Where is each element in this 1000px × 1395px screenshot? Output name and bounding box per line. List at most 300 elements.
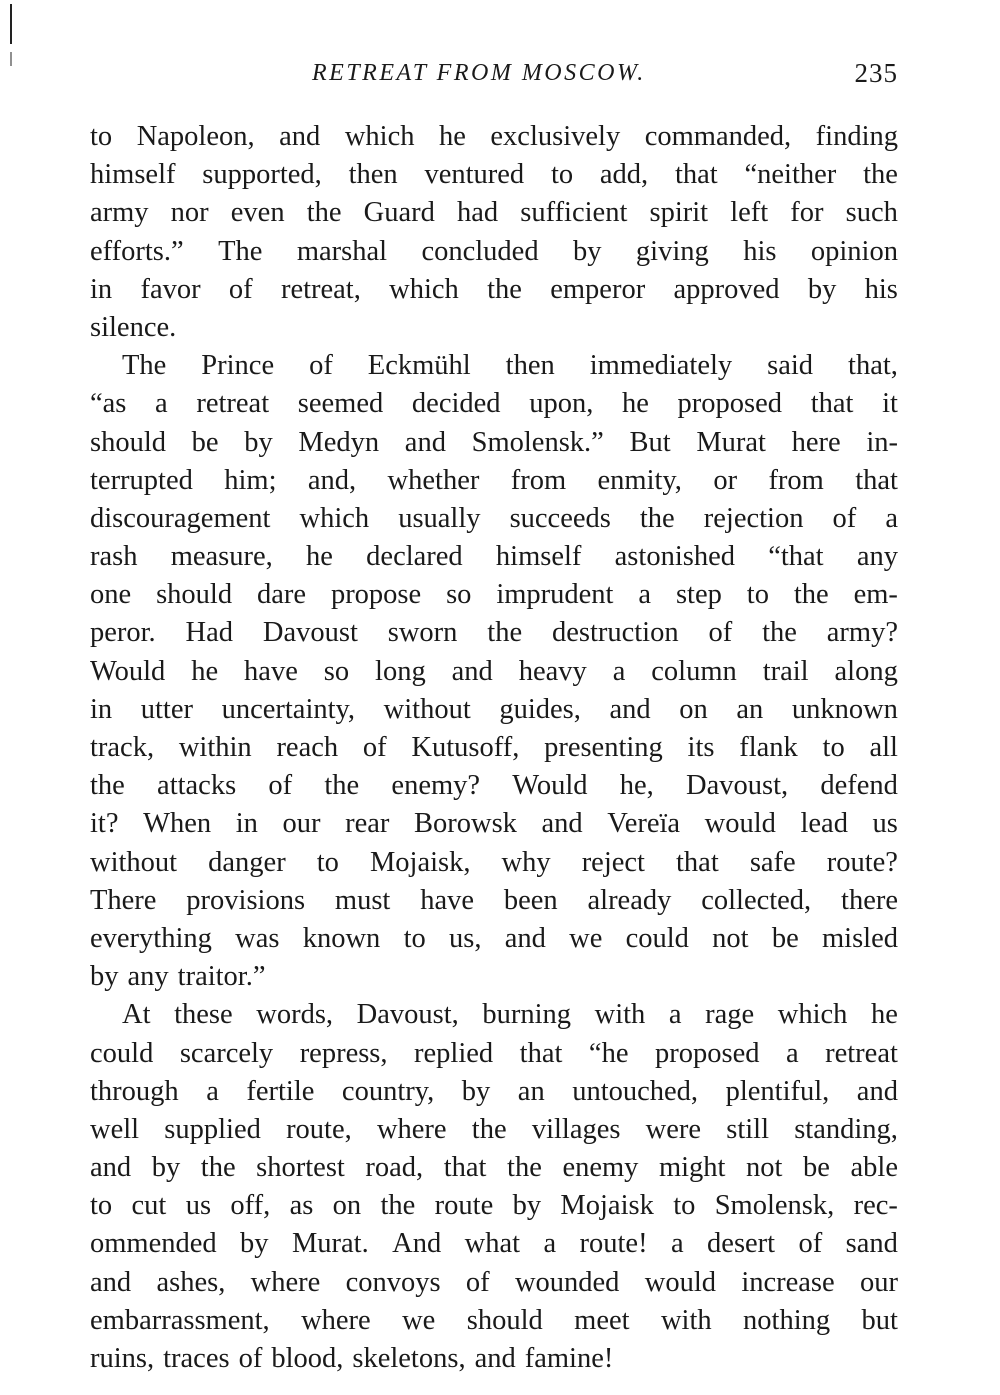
word: There (90, 884, 157, 916)
word: decided (411, 388, 501, 420)
text-line (90, 309, 898, 347)
word: an (736, 693, 764, 725)
word: without (90, 846, 178, 878)
word: these (174, 999, 233, 1031)
word: presenting (544, 732, 663, 763)
word: the (487, 617, 523, 649)
word: an (517, 1075, 545, 1107)
word: which (389, 273, 459, 305)
word: cut (131, 1190, 167, 1222)
word: which (777, 999, 848, 1031)
word: where (301, 1304, 371, 1336)
word: to (746, 579, 769, 611)
text-line (90, 767, 898, 805)
word: that, (848, 350, 898, 382)
word: flank (739, 732, 798, 763)
word: Eckmühl (367, 350, 471, 382)
word: reach (276, 732, 339, 763)
word: a (670, 1228, 684, 1260)
word: villages (531, 1113, 621, 1145)
word: army? (826, 617, 898, 649)
word: Would (90, 655, 166, 687)
word: in (90, 273, 113, 305)
word: em- (853, 579, 898, 611)
word: upon, (529, 388, 594, 420)
word: Kutusoff, (411, 732, 520, 763)
word: with (594, 999, 646, 1031)
word: of (832, 502, 857, 534)
text-line (90, 729, 898, 767)
word: the (793, 579, 829, 611)
word: retreat (825, 1037, 898, 1069)
word: “neither (744, 159, 837, 191)
word: increase (741, 1266, 835, 1298)
word: plentiful, (725, 1075, 830, 1107)
word: army (90, 197, 149, 229)
word: would (704, 808, 776, 840)
word: efforts.” (90, 235, 184, 267)
text-line (90, 1264, 898, 1302)
word: country, (341, 1075, 435, 1107)
word: were (645, 1113, 702, 1145)
word: words, (256, 999, 334, 1031)
word: sworn (387, 617, 458, 649)
word: the (306, 197, 342, 229)
word: and, (307, 464, 357, 496)
word: any (127, 961, 169, 993)
word: for (790, 197, 824, 229)
text-line (90, 1035, 898, 1073)
word: and (404, 426, 446, 458)
text-line (90, 1225, 898, 1263)
word: by (151, 1152, 181, 1184)
word: us (185, 1190, 212, 1222)
word: what (464, 1228, 521, 1260)
word: a (206, 1075, 219, 1107)
text-line (90, 691, 898, 729)
word: so (446, 579, 472, 611)
word: in (90, 693, 113, 725)
word: “as (90, 388, 127, 420)
word: a (612, 655, 626, 687)
word: by (90, 961, 119, 993)
word: favor (140, 273, 201, 305)
word: step (675, 579, 722, 611)
word: enemy? (391, 770, 481, 802)
word: a (885, 502, 898, 534)
word: proposed (677, 388, 783, 420)
word: spirit (649, 197, 709, 229)
word: the (90, 770, 125, 802)
word: of (362, 732, 387, 763)
word: nor (170, 197, 209, 229)
word: by (512, 1190, 542, 1222)
word: a (543, 1228, 557, 1260)
word: along (834, 655, 898, 687)
word: was (235, 922, 280, 954)
word: could (625, 922, 689, 954)
word: route! (579, 1228, 648, 1260)
word: by (240, 1228, 269, 1260)
word: said (767, 350, 814, 382)
word: Davoust (262, 617, 358, 649)
word: marshal (296, 235, 388, 267)
word: there (841, 884, 898, 916)
word: which (344, 121, 415, 152)
text-line (90, 118, 898, 156)
word: by (573, 235, 602, 267)
word: to (550, 159, 574, 191)
word: “that (768, 541, 824, 573)
word: rec- (853, 1190, 898, 1222)
word: Napoleon, (136, 121, 255, 152)
word: commanded, (644, 121, 792, 152)
word: Smolensk.” (471, 426, 604, 458)
word: we (402, 1304, 436, 1336)
word: so (323, 655, 350, 687)
word: by (244, 426, 273, 458)
word: he (306, 541, 333, 573)
word: heavy (518, 655, 587, 687)
word: and (541, 808, 583, 840)
text-line (90, 1340, 898, 1378)
word: defend (820, 770, 898, 802)
word: column (651, 655, 737, 687)
word: would (644, 1266, 716, 1298)
word: embarrassment, (90, 1304, 270, 1336)
word: able (850, 1152, 898, 1184)
word: famine! (524, 1343, 614, 1374)
word: Murat. (291, 1228, 369, 1260)
word: succeeds (509, 502, 611, 534)
word: guides, (499, 693, 581, 725)
word: propose (330, 579, 422, 611)
running-head (90, 60, 898, 96)
word: us, (448, 922, 482, 954)
word: blood, (271, 1343, 344, 1374)
word: must (334, 884, 391, 916)
word: on (332, 1190, 362, 1222)
margin-mark-mid (10, 52, 12, 66)
word: But (629, 426, 671, 458)
word: Mojaisk (560, 1190, 654, 1222)
word: to (90, 121, 113, 152)
word: long (375, 655, 426, 687)
text-line (90, 156, 898, 194)
word: Murat (696, 426, 766, 458)
word: by (461, 1075, 491, 1107)
word: route (434, 1190, 494, 1222)
word: peror. (90, 617, 156, 649)
word: he, (619, 770, 654, 802)
word: in- (866, 426, 898, 458)
word: Borowsk (413, 808, 517, 840)
word: should (466, 1304, 543, 1336)
word: a (668, 999, 682, 1031)
word: And (392, 1228, 442, 1260)
word: be (191, 426, 219, 458)
text-line (90, 576, 898, 614)
word: traitor.” (177, 961, 266, 993)
word: terrupted (90, 464, 193, 496)
word: of (268, 770, 293, 802)
word: provisions (186, 884, 306, 916)
word: discouragement (90, 502, 271, 534)
word: supplied (164, 1113, 261, 1145)
word: Guard (363, 197, 435, 229)
word: usually (398, 502, 481, 534)
word: attacks (157, 770, 237, 802)
word: should (90, 426, 167, 458)
text-line (90, 996, 898, 1034)
word: his (864, 273, 898, 305)
word: giving (635, 235, 709, 267)
word: to (673, 1190, 696, 1222)
word: of (708, 617, 733, 649)
word: such (845, 197, 898, 229)
word: Vereïa (607, 808, 681, 840)
word: fertile (246, 1075, 315, 1107)
word: sand (845, 1228, 898, 1260)
text-line (90, 233, 898, 271)
word: supported, (202, 159, 322, 191)
word: and (451, 655, 493, 687)
word: then (348, 159, 398, 191)
word: should (156, 579, 233, 611)
text-line (90, 500, 898, 538)
word: lead (800, 808, 848, 840)
word: trail (762, 655, 809, 687)
word: of (228, 273, 253, 305)
word: The (218, 235, 263, 267)
text-line (90, 1302, 898, 1340)
word: any (856, 541, 898, 573)
word: rage (705, 999, 755, 1031)
word: to (403, 922, 426, 954)
word: of (798, 1228, 823, 1260)
word: could (90, 1037, 154, 1069)
word: to (822, 732, 845, 763)
word: through (90, 1075, 179, 1107)
word: Smolensk, (714, 1190, 835, 1222)
word: seemed (297, 388, 384, 420)
word: untouched, (572, 1075, 699, 1107)
text-line (90, 614, 898, 652)
word: finding (815, 121, 898, 152)
word: enemy (562, 1152, 639, 1184)
word: add, (599, 159, 649, 191)
word: of (238, 1343, 263, 1374)
body-text (90, 118, 898, 1378)
text-line (90, 538, 898, 576)
word: where (376, 1113, 447, 1145)
word: the (507, 1152, 542, 1184)
word: which (299, 502, 370, 534)
word: the (639, 502, 675, 534)
word: as (289, 1190, 314, 1222)
word: shortest (256, 1152, 345, 1184)
word: him; (224, 464, 277, 496)
word: Mojaisk, (369, 846, 471, 878)
word: have (420, 884, 474, 916)
word: whether (387, 464, 480, 496)
word: ruins, (90, 1343, 155, 1374)
word: have (244, 655, 298, 687)
word: our (282, 808, 321, 840)
text-line (90, 271, 898, 309)
word: the (762, 617, 797, 649)
word: utter (140, 693, 193, 725)
word: rejection (703, 502, 804, 534)
word: a (785, 1037, 799, 1069)
word: the (200, 1152, 236, 1184)
word: be (803, 1152, 830, 1184)
word: that (443, 1152, 487, 1184)
word: on (679, 693, 708, 725)
word: had (456, 197, 499, 229)
word: its (687, 732, 715, 763)
word: the (863, 159, 898, 191)
word: might (658, 1152, 726, 1184)
text-line (90, 958, 898, 996)
word: repress, (299, 1037, 388, 1069)
text-line (90, 194, 898, 232)
text-line (90, 385, 898, 423)
word: why (501, 846, 551, 878)
word: At (122, 999, 151, 1031)
word: concluded (421, 235, 539, 267)
word: and (474, 1343, 516, 1374)
word: he (438, 121, 466, 152)
text-line (90, 462, 898, 500)
word: even (230, 197, 285, 229)
text-line (90, 1187, 898, 1225)
word: that (674, 159, 718, 191)
word: where (250, 1266, 321, 1298)
word: misled (822, 922, 898, 954)
word: immediately (589, 350, 733, 382)
word: known (302, 922, 381, 954)
word: not (712, 922, 749, 954)
word: emperor (550, 273, 646, 305)
word: measure, (170, 541, 273, 573)
word: our (859, 1266, 898, 1298)
word: left (730, 197, 769, 229)
word: and (279, 121, 321, 152)
word: dare (256, 579, 307, 611)
word: exclusively (490, 121, 621, 152)
word: the (487, 273, 522, 305)
word: that (519, 1037, 563, 1069)
word: he (871, 999, 898, 1031)
word: he (191, 655, 219, 687)
word: ommended (90, 1228, 217, 1260)
word: route, (286, 1113, 352, 1145)
text-line (90, 1111, 898, 1149)
word: retreat (196, 388, 270, 420)
word: “he (588, 1037, 629, 1069)
word: we (569, 922, 603, 954)
word: one (90, 579, 132, 611)
word: astonished (614, 541, 735, 573)
word: and (609, 693, 651, 725)
word: Had (185, 617, 234, 649)
word: by (807, 273, 837, 305)
word: track, (90, 732, 155, 763)
word: traces (163, 1343, 230, 1374)
running-title: RETREAT FROM MOSCOW. (312, 60, 646, 86)
word: everything (90, 922, 212, 954)
text-line (90, 1149, 898, 1187)
word: standing, (794, 1113, 898, 1145)
text-line (90, 1073, 898, 1111)
text-line (90, 920, 898, 958)
word: well (90, 1113, 140, 1145)
word: still (726, 1113, 770, 1145)
text-line (90, 347, 898, 385)
word: off, (230, 1190, 271, 1222)
word: enmity, (597, 464, 682, 496)
word: danger (208, 846, 286, 878)
word: and (90, 1266, 132, 1298)
word: unknown (791, 693, 898, 725)
word: but (861, 1304, 898, 1336)
word: route? (826, 846, 898, 878)
word: be (771, 922, 799, 954)
word: a (638, 579, 652, 611)
word: silence. (90, 311, 177, 343)
word: and (856, 1075, 898, 1107)
text-line (90, 424, 898, 462)
word: it (882, 388, 898, 420)
word: ventured (424, 159, 525, 191)
word: Would (512, 770, 588, 802)
text-line (90, 805, 898, 843)
word: from (768, 464, 824, 496)
word: The (122, 350, 167, 382)
text-line (90, 653, 898, 691)
word: himself (495, 541, 582, 573)
word: road, (365, 1152, 424, 1184)
word: and (504, 922, 546, 954)
word: within (178, 732, 252, 763)
word: in (235, 808, 258, 840)
word: the (471, 1113, 507, 1145)
word: convoys (345, 1266, 441, 1298)
word: and (90, 1152, 132, 1184)
word: sufficient (520, 197, 628, 229)
word: Davoust, (686, 770, 789, 802)
word: with (660, 1304, 712, 1336)
word: rear (345, 808, 390, 840)
word: declared (366, 541, 463, 573)
word: that (676, 846, 719, 878)
word: scarcely (179, 1037, 274, 1069)
word: opinion (810, 235, 898, 267)
word: already (587, 884, 672, 916)
word: ashes, (156, 1266, 226, 1298)
word: collected, (701, 884, 812, 916)
word: that (855, 464, 898, 496)
word: Medyn (298, 426, 380, 458)
word: Davoust, (356, 999, 459, 1031)
word: of (465, 1266, 490, 1298)
word: his (743, 235, 777, 267)
page-number: 235 (854, 58, 898, 88)
word: safe (749, 846, 796, 878)
word: or (713, 464, 738, 496)
word: approved (673, 273, 780, 305)
